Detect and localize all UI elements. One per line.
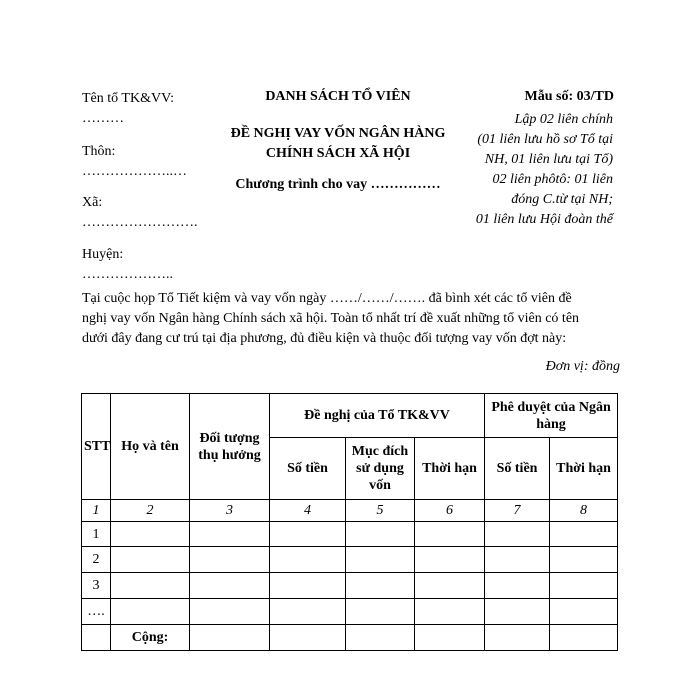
hamlet-info bbox=[82, 142, 187, 182]
column-number: 3 bbox=[190, 500, 270, 522]
column-number: 5 bbox=[346, 500, 415, 522]
header-approval-group: Phê duyệt của Ngân hàng bbox=[485, 394, 618, 438]
commune-label: Xã: bbox=[82, 195, 103, 210]
table-row bbox=[82, 522, 618, 547]
header-purpose: Mục đích sử dụng vốn bbox=[346, 438, 415, 500]
name-cell bbox=[111, 599, 190, 625]
term-cell bbox=[415, 625, 485, 651]
member-table bbox=[81, 393, 618, 651]
purpose-cell bbox=[346, 522, 415, 547]
subtitle-line2: CHÍNH SÁCH XÃ HỘI bbox=[265, 146, 411, 161]
program-line: Chương trình cho vay …………… bbox=[235, 177, 441, 192]
term-cell bbox=[415, 522, 485, 547]
approved-amount-cell bbox=[485, 547, 550, 573]
amount-cell bbox=[270, 599, 346, 625]
beneficiary-cell bbox=[190, 573, 270, 599]
header-proposal-group: Đề nghị của Tổ TK&VV bbox=[270, 394, 485, 438]
approved-term-cell bbox=[550, 547, 618, 573]
subtitle-line1: ĐỀ NGHỊ VAY VỐN NGÂN HÀNG bbox=[230, 126, 446, 141]
header-stt: STT bbox=[82, 394, 111, 500]
form-number: Mẫu số: 03/TD bbox=[524, 89, 614, 104]
header-beneficiary: Đối tượng thụ hưởng bbox=[190, 394, 270, 500]
approved-amount-cell bbox=[485, 522, 550, 547]
column-number: 6 bbox=[415, 500, 485, 522]
name-cell bbox=[111, 522, 190, 547]
header-name: Họ và tên bbox=[111, 394, 190, 500]
total-stt-cell bbox=[82, 625, 111, 651]
team-info bbox=[82, 89, 174, 129]
note-line: 01 liên lưu Hội đoàn thể bbox=[475, 212, 613, 227]
team-name-label: Tên tổ TK&VV: bbox=[82, 91, 175, 106]
term-cell bbox=[415, 599, 485, 625]
district-info bbox=[82, 245, 173, 285]
purpose-cell bbox=[346, 573, 415, 599]
commune-field: ……………………. bbox=[82, 215, 198, 230]
purpose-cell bbox=[346, 625, 415, 651]
approved-term-cell bbox=[550, 599, 618, 625]
term-cell bbox=[415, 547, 485, 573]
term-cell bbox=[415, 573, 485, 599]
amount-cell bbox=[270, 625, 346, 651]
note-line: đóng C.từ tại NH; bbox=[511, 192, 613, 207]
column-number: 4 bbox=[270, 500, 346, 522]
note-line: NH, 01 liên lưu tại Tổ) bbox=[484, 152, 613, 167]
team-name-field: ……… bbox=[82, 111, 124, 126]
name-cell bbox=[111, 573, 190, 599]
approved-amount-cell bbox=[485, 573, 550, 599]
approved-term-cell bbox=[550, 573, 618, 599]
row-number: 3 bbox=[82, 573, 111, 599]
approved-amount-cell bbox=[485, 599, 550, 625]
beneficiary-cell bbox=[190, 625, 270, 651]
approved-term-cell bbox=[550, 522, 618, 547]
header-approved-amount: Số tiền bbox=[485, 438, 550, 500]
amount-cell bbox=[270, 573, 346, 599]
copy-notes bbox=[455, 110, 613, 230]
note-line: 02 liên phôtô: 01 liên bbox=[492, 172, 613, 187]
row-number: 1 bbox=[82, 522, 111, 547]
intro-line: nghị vay vốn Ngân hàng Chính sách xã hội. Toàn tổ nhất trí đề xuất những tổ viên có tên bbox=[82, 311, 580, 326]
document-title: DANH SÁCH TỔ VIÊN bbox=[265, 89, 411, 104]
amount-cell bbox=[270, 522, 346, 547]
beneficiary-cell bbox=[190, 599, 270, 625]
intro-paragraph bbox=[82, 289, 622, 349]
hamlet-field: ………………..… bbox=[82, 164, 187, 179]
table-row bbox=[82, 599, 618, 625]
intro-line: dưới đây đang cư trú tại địa phương, đủ điều kiện và thuộc đối tượng vay vốn đợt này: bbox=[82, 331, 567, 346]
hamlet-label: Thôn: bbox=[82, 144, 116, 159]
total-label: Cộng: bbox=[111, 625, 190, 651]
table-row bbox=[82, 547, 618, 573]
row-number: …. bbox=[82, 599, 111, 625]
purpose-cell bbox=[346, 547, 415, 573]
unit-label: Đơn vị: đồng bbox=[545, 359, 620, 374]
row-number: 2 bbox=[82, 547, 111, 573]
approved-term-cell bbox=[550, 625, 618, 651]
purpose-cell bbox=[346, 599, 415, 625]
name-cell bbox=[111, 547, 190, 573]
amount-cell bbox=[270, 547, 346, 573]
table-row bbox=[82, 573, 618, 599]
intro-line: Tại cuộc họp Tổ Tiết kiệm và vay vốn ngày ……/……/……. đã bình xét các tổ viên đề bbox=[82, 291, 572, 306]
note-line: Lập 02 liên chính bbox=[514, 112, 613, 127]
note-line: (01 liên lưu hồ sơ Tổ tại bbox=[477, 132, 613, 147]
header-term: Thời hạn bbox=[415, 438, 485, 500]
column-number: 2 bbox=[111, 500, 190, 522]
document-subtitle bbox=[218, 124, 458, 164]
beneficiary-cell bbox=[190, 547, 270, 573]
column-number: 1 bbox=[82, 500, 111, 522]
district-field: ……………….. bbox=[82, 267, 173, 282]
header-approved-term: Thời hạn bbox=[550, 438, 618, 500]
approved-amount-cell bbox=[485, 625, 550, 651]
column-number: 8 bbox=[550, 500, 618, 522]
column-number-row bbox=[82, 500, 618, 522]
header-amount: Số tiền bbox=[270, 438, 346, 500]
table-header-row bbox=[82, 394, 618, 438]
commune-info bbox=[82, 193, 198, 233]
beneficiary-cell bbox=[190, 522, 270, 547]
column-number: 7 bbox=[485, 500, 550, 522]
total-row bbox=[82, 625, 618, 651]
district-label: Huyện: bbox=[82, 247, 124, 262]
